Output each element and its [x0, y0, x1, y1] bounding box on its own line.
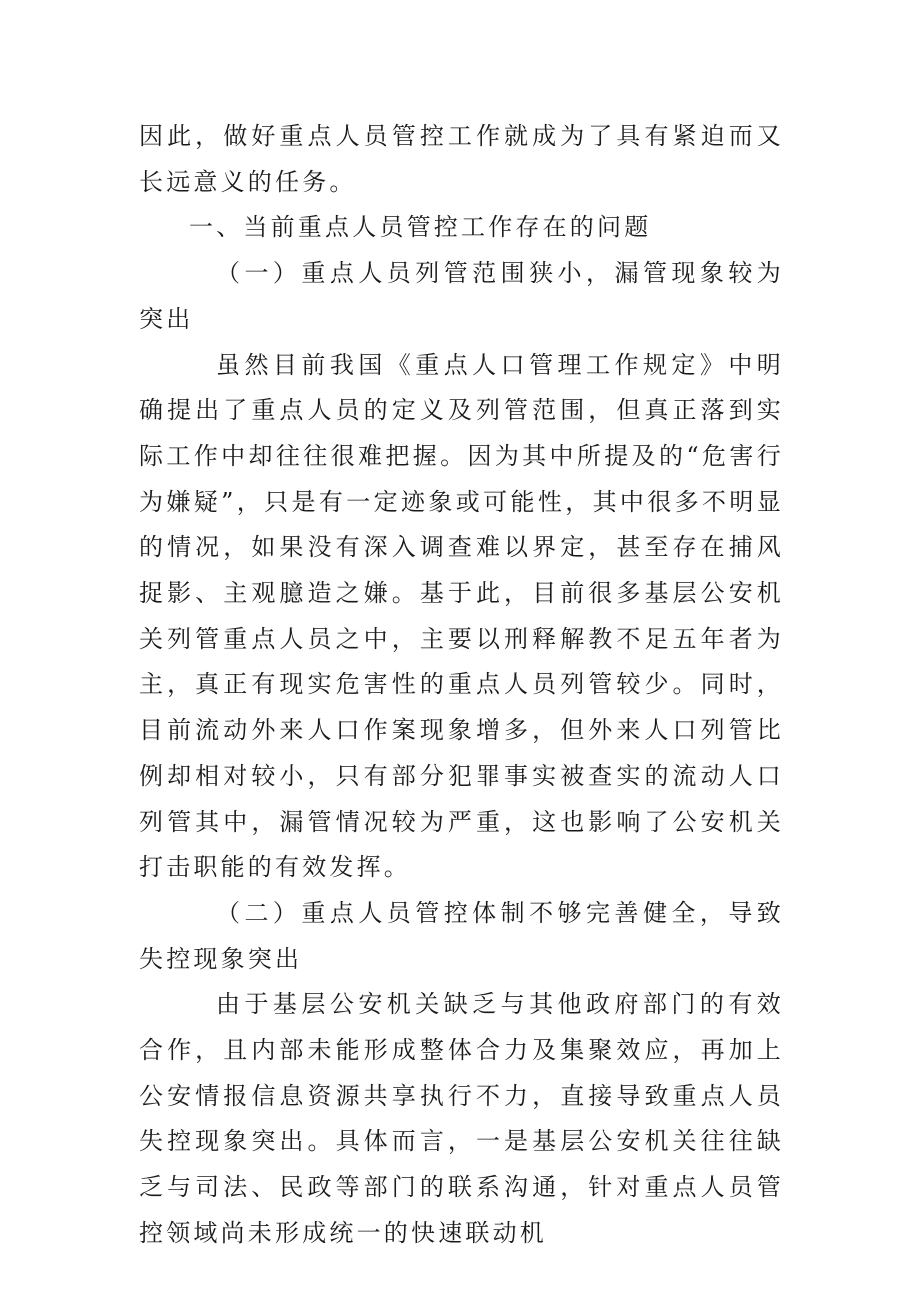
paragraph-continued: 因此，做好重点人员管控工作就成为了具有紧迫而又长远意义的任务。	[139, 122, 784, 196]
section-heading: 一、当前重点人员管控工作存在的问题	[189, 213, 652, 242]
subsection-heading-1: （一）重点人员列管范围狭小，漏管现象较为突出	[139, 259, 784, 333]
document-body	[139, 114, 784, 1257]
subsection-heading-2: （二）重点人员管控体制不够完善健全，导致失控现象突出	[139, 898, 784, 973]
paragraph-body-1: 虽然目前我国《重点人口管理工作规定》中明确提出了重点人员的定义及列管范围，但真正落到实际工作中却往往很难把握。因为其中所提及的“危害行为嫌疑”，只是有一定迹象或可能性，其中很多不明显的情况，如果没有深入调查难以界定，甚至存在捕风捉影、主观臆造之嫌。基于此，目前很多基层公安机关列管重点人员之中，主要以刑释解教不足五年者为主，真正有现实危害性的重点人员列管较少。同时，目前流动外来人口作案现象增多，但外来人口列管比例却相对较小，只有部分犯罪事实被查实的流动人口列管其中，漏管情况较为严重，这也影响了公安机关打击职能的有效发挥。	[139, 350, 784, 882]
paragraph-body-2: 由于基层公安机关缺乏与其他政府部门的有效合作，且内部未能形成整体合力及集聚效应，再加上公安情报信息资源共享执行不力，直接导致重点人员失控现象突出。具体而言，一是基层公安机关往往缺乏与司法、民政等部门的联系沟通，针对重点人员管控领域尚未形成统一的快速联动机	[139, 990, 784, 1247]
